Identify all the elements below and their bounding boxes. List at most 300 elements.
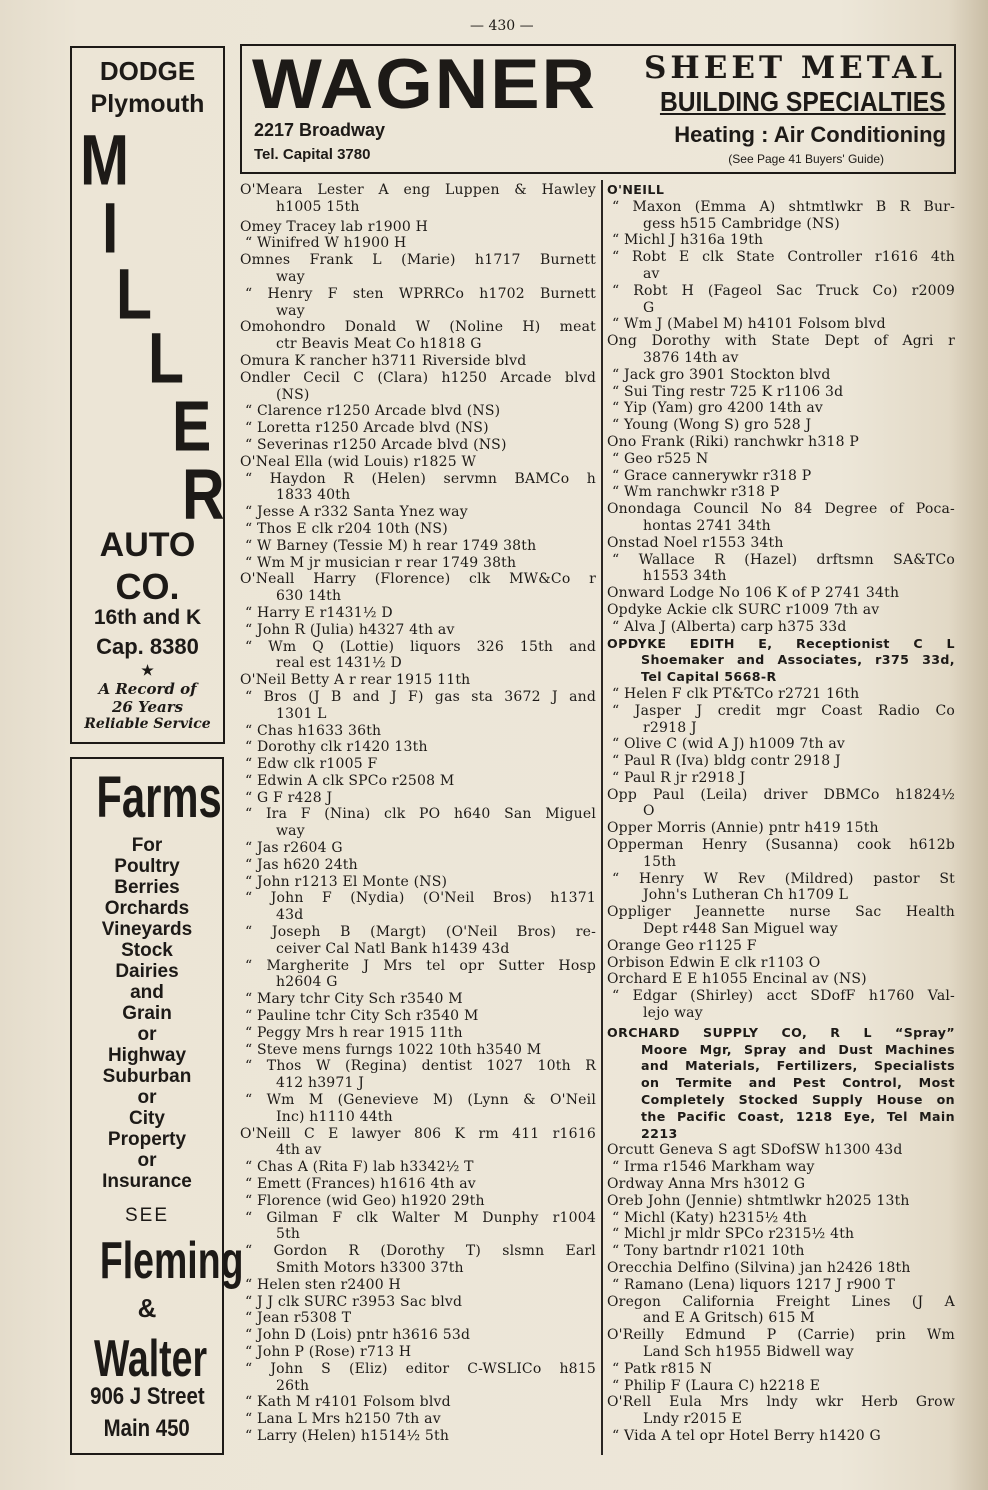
directory-listing — [240, 471, 596, 505]
ad-wagner-name: WAGNER — [252, 44, 597, 123]
listing-line: (NS) — [276, 386, 310, 403]
directory-listing — [240, 182, 596, 216]
listing-line: “ Henry F sten WPRRCo h1702 Burnett — [245, 285, 596, 302]
listing-line: Ordway Anna Mrs h3012 G — [607, 1176, 806, 1193]
ad-farms-item: For — [131, 835, 163, 856]
directory-listing — [607, 552, 955, 586]
listing-line: O'Reilly Edmund P (Carrie) prin Wm — [607, 1327, 955, 1344]
directory-listing — [607, 1327, 955, 1361]
listing-line: “ Florence (wid Geo) h1920 29th — [245, 1192, 485, 1209]
directory-listing — [607, 585, 955, 602]
listing-line: “ Jack gro 3901 Stockton blvd — [612, 366, 831, 383]
directory-listing — [240, 403, 596, 420]
listing-line: ORCHARD SUPPLY CO, R L “Spray” — [607, 1024, 955, 1040]
listing-line: 5th — [276, 1226, 301, 1243]
directory-listing — [240, 571, 596, 605]
miller-auto-ad — [70, 46, 225, 744]
directory-listing — [240, 1327, 596, 1344]
directory-listing — [240, 1092, 596, 1126]
directory-listing — [607, 434, 955, 451]
directory-listing — [240, 1428, 596, 1445]
listing-line: “ Wm ranchwkr r318 P — [612, 484, 780, 501]
listing-line: Inc) h1110 44th — [276, 1108, 393, 1125]
listing-line: lejo way — [643, 1005, 703, 1022]
listing-line: hontas 2741 34th — [643, 517, 771, 534]
ad-buyers-guide-note: (See Page 41 Buyers' Guide) — [728, 152, 884, 166]
listing-line: “ Clarence r1250 Arcade blvd (NS) — [245, 403, 501, 420]
listing-line: Onward Lodge No 106 K of P 2741 34th — [607, 585, 900, 602]
directory-listing — [607, 971, 955, 988]
listing-line: “ Young (Wong S) gro 528 J — [612, 417, 812, 434]
fleming-walter-ad — [70, 757, 244, 1455]
listing-line: G — [643, 299, 655, 316]
directory-listing — [240, 1193, 596, 1210]
listing-line: O'Neal Ella (wid Louis) r1825 W — [240, 453, 477, 470]
listing-line: way — [276, 302, 305, 319]
listing-line: Tel Capital 5668-R — [641, 669, 777, 685]
listing-line: Dept r448 San Miguel way — [643, 921, 838, 938]
directory-listing — [607, 1193, 955, 1210]
listing-line: “ Haydon R (Helen) servmn BAMCo h — [245, 470, 596, 487]
directory-listing — [240, 353, 596, 370]
directory-listing — [607, 904, 955, 938]
listing-line: Ong Dorothy with State Dept of Agri r — [607, 333, 955, 350]
listing-line: the Pacific Coast, 1218 Eye, Tel Main — [641, 1108, 955, 1124]
page-number: — 430 — — [470, 18, 534, 34]
ad-tagline-1: A Record of — [98, 680, 197, 698]
listing-line: John's Lutheran Ch h1709 L — [643, 887, 849, 904]
directory-listing — [607, 736, 955, 753]
directory-listing — [240, 1159, 596, 1176]
listing-line: “ Jas r2604 G — [245, 840, 343, 857]
directory-listing — [240, 1277, 596, 1294]
directory-listing — [240, 370, 596, 404]
directory-listing — [240, 806, 596, 840]
listing-line: Opper Morris (Annie) pntr h419 15th — [607, 820, 879, 837]
listing-line: ceiver Cal Natl Bank h1439 43d — [276, 940, 510, 957]
directory-listing — [607, 871, 955, 905]
directory-listing — [240, 1042, 596, 1059]
directory-listing — [607, 501, 955, 535]
directory-listing — [607, 1394, 955, 1428]
listing-line: h1553 34th — [643, 568, 727, 585]
directory-listing — [240, 1176, 596, 1193]
directory-listing — [240, 723, 596, 740]
directory-listing — [607, 384, 955, 401]
listing-line: “ G F r428 J — [245, 789, 333, 806]
listing-line: Opdyke Ackie clk SURC r1009 7th av — [607, 601, 880, 618]
directory-listing — [607, 703, 955, 737]
listing-line: “ John S (Eliz) editor C-WSLICo h815 — [245, 1360, 596, 1377]
listing-line: 15th — [643, 853, 677, 870]
directory-listing — [607, 316, 955, 333]
listing-line: 26th — [276, 1377, 310, 1394]
listing-line: Opp Paul (Leila) driver DBMCo h1824½ — [607, 786, 955, 803]
directory-listing — [240, 219, 596, 236]
listing-line: “ Henry W Rev (Mildred) pastor St — [612, 870, 955, 887]
ad-farms-address: 906 J Street — [89, 1383, 205, 1410]
directory-listing — [607, 988, 955, 1022]
directory-listing — [240, 1008, 596, 1025]
directory-listing — [240, 739, 596, 756]
directory-listing — [240, 689, 596, 723]
listing-line: Omnes Frank L (Marie) h1717 Burnett — [240, 252, 596, 269]
directory-listing — [607, 468, 955, 485]
ad-miller-letter: L — [116, 255, 152, 335]
listing-line: O'Neall Harry (Florence) clk MW&Co r — [240, 571, 596, 588]
listing-line: 412 h3971 J — [276, 1075, 365, 1092]
listing-line: 2213 — [641, 1125, 678, 1141]
listing-line: Completely Stocked Supply House on — [641, 1092, 955, 1108]
listing-line: “ Sui Ting restr 725 K r1106 3d — [612, 383, 844, 400]
listing-line: “ Dorothy clk r1420 13th — [245, 739, 428, 756]
listing-line: “ Michl J h316a 19th — [612, 232, 764, 249]
listing-line: “ Kath M r4101 Folsom blvd — [245, 1394, 451, 1411]
listing-line: Ono Frank (Riki) ranchwkr h318 P — [607, 433, 859, 450]
listing-line: “ Olive C (wid A J) h1009 7th av — [612, 736, 846, 753]
ad-tagline-2: 26 Years — [111, 698, 184, 716]
listing-line: 1301 L — [276, 705, 327, 722]
ad-miller-letter: R — [182, 455, 225, 535]
ad-farms-item: Highway — [107, 1045, 187, 1066]
listing-line: “ Irma r1546 Markham way — [612, 1159, 815, 1176]
directory-column-left — [240, 182, 596, 1445]
directory-listing — [240, 991, 596, 1008]
listing-line: OPDYKE EDITH E, Receptionist C L — [607, 635, 955, 651]
listing-line: Orange Geo r1125 F — [607, 937, 757, 954]
ad-farms-item: Property — [107, 1129, 187, 1150]
directory-listing — [240, 756, 596, 773]
ad-building-specialties: BUILDING SPECIALTIES — [660, 86, 946, 117]
directory-listing — [607, 400, 955, 417]
ad-walter: Walter — [93, 1330, 208, 1388]
directory-listing — [607, 535, 955, 552]
directory-listing — [607, 451, 955, 468]
ad-farms-item: Grain — [122, 1003, 172, 1024]
directory-listing — [607, 686, 955, 703]
ad-farms-item: Stock — [121, 940, 173, 961]
listing-line: “ Edw clk r1005 F — [245, 756, 378, 773]
listing-line: real est 1431½ D — [276, 655, 402, 672]
listing-line: O'Neil Betty A r rear 1915 11th — [240, 672, 471, 689]
ad-plymouth: Plymouth — [90, 90, 205, 118]
listing-line: Opperman Henry (Susanna) cook h612b — [607, 837, 955, 854]
listing-line: “ Vida A tel opr Hotel Berry h1420 G — [612, 1427, 881, 1444]
directory-listing — [607, 333, 955, 367]
directory-listing — [240, 773, 596, 790]
listing-line: “ Chas h1633 36th — [245, 722, 382, 739]
listing-line: “ Pauline tchr City Sch r3540 M — [245, 1008, 479, 1025]
ad-farms-item: City — [129, 1108, 165, 1129]
listing-line: Smith Motors h3300 37th — [276, 1260, 464, 1276]
directory-listing — [240, 286, 596, 320]
ad-farms-phone: Main 450 — [103, 1415, 191, 1442]
listing-line: Onondaga Council No 84 Degree of Poca- — [607, 501, 955, 518]
directory-listing — [607, 1142, 955, 1159]
directory-listing — [240, 420, 596, 437]
listing-line: r2918 J — [643, 719, 697, 736]
listing-line: “ John r1213 El Monte (NS) — [245, 873, 448, 890]
directory-listing — [240, 622, 596, 639]
directory-listing — [607, 1378, 955, 1395]
ad-miller-letter: L — [148, 319, 184, 399]
listing-line: h2604 G — [276, 974, 338, 991]
directory-listing-bold — [607, 182, 955, 199]
directory-listing — [240, 639, 596, 673]
listing-line: “ Grace cannerywkr r318 P — [612, 467, 812, 484]
directory-listing — [240, 1411, 596, 1428]
listing-line: and Materials, Fertilizers, Specialists — [641, 1058, 955, 1074]
directory-listing — [240, 235, 596, 252]
listing-line: “ Yip (Yam) gro 4200 14th av — [612, 400, 824, 417]
directory-listing — [607, 1294, 955, 1328]
listing-line: and E A Gritsch) 615 M — [643, 1310, 815, 1327]
directory-listing — [607, 1260, 955, 1277]
ad-co: CO. — [115, 566, 180, 607]
listing-line: “ Paul R (Iva) bldg contr 2918 J — [612, 753, 841, 770]
listing-line: Omura K rancher h3711 Riverside blvd — [240, 352, 527, 369]
listing-line: Onstad Noel r1553 34th — [607, 534, 784, 551]
directory-listing — [240, 672, 596, 689]
listing-line: “ Jean r5308 T — [245, 1310, 352, 1327]
ad-heating-air: Heating : Air Conditioning — [674, 122, 946, 147]
directory-listing — [240, 605, 596, 622]
listing-line: 4th av — [276, 1142, 322, 1159]
directory-listing — [240, 504, 596, 521]
directory-listing — [607, 283, 955, 317]
directory-listing — [607, 232, 955, 249]
listing-line: 3876 14th av — [643, 349, 739, 366]
ad-phone: Cap. 8380 — [96, 634, 199, 659]
listing-line: “ Lana L Mrs h2150 7th av — [245, 1411, 441, 1428]
directory-listing — [240, 1126, 596, 1160]
ad-farms-item: and — [130, 982, 164, 1003]
listing-line: “ Philip F (Laura C) h2218 E — [612, 1377, 821, 1394]
directory-listing — [240, 1310, 596, 1327]
listing-line: Orcutt Geneva S agt SDofSW h1300 43d — [607, 1142, 903, 1159]
listing-line: “ Gordon R (Dorothy T) slsmn Earl — [245, 1243, 596, 1260]
listing-line: “ Larry (Helen) h1514½ 5th — [245, 1427, 450, 1444]
listing-line: “ Jesse A r332 Santa Ynez way — [245, 504, 468, 521]
listing-line: 1833 40th — [276, 487, 351, 504]
directory-listing — [240, 1025, 596, 1042]
ad-see: SEE — [124, 1205, 170, 1226]
listing-line: 43d — [276, 907, 304, 924]
ad-fleming: Fleming — [99, 1232, 244, 1290]
wagner-sheet-metal-ad — [240, 44, 956, 174]
directory-listing — [240, 874, 596, 891]
directory-listing — [607, 955, 955, 972]
listing-line: “ Wallace R (Hazel) drftsmn SA&TCo — [612, 551, 955, 568]
listing-line: Omey Tracey lab r1900 H — [240, 218, 429, 235]
listing-line: “ Jasper J credit mgr Coast Radio Co — [612, 702, 955, 719]
directory-listing — [240, 890, 596, 924]
directory-listing — [607, 1159, 955, 1176]
listing-line: Omohondro Donald W (Noline H) meat — [240, 319, 596, 336]
listing-line: O'Meara Lester A eng Luppen & Hawley — [240, 182, 596, 198]
directory-column-right — [607, 182, 955, 1445]
ad-address: 16th and K — [93, 606, 202, 629]
directory-listing — [607, 1277, 955, 1294]
directory-listing — [240, 1210, 596, 1244]
directory-listing — [240, 1394, 596, 1411]
directory-listing — [607, 249, 955, 283]
listing-line: h1005 15th — [276, 198, 360, 215]
directory-listing-bold — [607, 1025, 955, 1143]
directory-listing — [607, 1428, 955, 1445]
directory-listing — [607, 602, 955, 619]
listing-line: “ Jas h620 24th — [245, 856, 358, 873]
listing-line: “ W Barney (Tessie M) h rear 1749 38th — [245, 537, 537, 554]
listing-line: “ John R (Julia) h4327 4th av — [245, 621, 455, 638]
listing-line: Orbison Edwin E clk r1103 O — [607, 954, 821, 971]
listing-line: “ John P (Rose) r713 H — [245, 1343, 412, 1360]
ad-farms-item: or — [137, 1024, 157, 1045]
listing-line: “ Steve mens furngs 1022 10th h3540 M — [245, 1041, 542, 1058]
listing-line: “ Margherite J Mrs tel opr Sutter Hosp — [245, 957, 596, 974]
column-divider — [601, 180, 603, 1455]
listing-line: “ Harry E r1431½ D — [245, 604, 393, 621]
listing-line: “ Thos E clk r204 10th (NS) — [245, 520, 448, 537]
ad-miller-letter: E — [172, 387, 212, 467]
listing-line: “ Thos W (Regina) dentist 1027 10th R — [245, 1058, 596, 1075]
directory-listing — [607, 1176, 955, 1193]
listing-line: “ Robt H (Fageol Sac Truck Co) r2009 — [612, 282, 955, 299]
directory-listing — [607, 417, 955, 434]
directory-listing — [607, 753, 955, 770]
directory-listing — [607, 1210, 955, 1227]
listing-line: “ Severinas r1250 Arcade blvd (NS) — [245, 436, 507, 453]
directory-listing — [240, 1344, 596, 1361]
listing-line: O — [643, 803, 655, 820]
listing-line: “ Winifred W h1900 H — [245, 235, 407, 252]
directory-listing-bold — [607, 636, 955, 686]
ad-dodge: DODGE — [99, 56, 196, 86]
listing-line: “ Mary tchr City Sch r3540 M — [245, 991, 463, 1008]
listing-line: “ Patk r815 N — [612, 1360, 713, 1377]
listing-line: Oreb John (Jennie) shtmtlwkr h2025 13th — [607, 1192, 910, 1209]
directory-listing — [607, 1226, 955, 1243]
listing-line: “ Gilman F clk Walter M Dunphy r1004 — [245, 1209, 596, 1226]
directory-listing — [240, 252, 596, 286]
listing-line: “ John D (Lois) pntr h3616 53d — [245, 1327, 471, 1344]
ad-miller-letter: I — [102, 189, 119, 269]
directory-listing — [240, 538, 596, 555]
listing-line: “ Alva J (Alberta) carp h375 33d — [612, 618, 847, 635]
listing-line: “ Bros (J B and J F) gas sta 3672 J and — [245, 688, 596, 705]
ad-farms-item: Suburban — [102, 1066, 192, 1087]
directory-listing — [607, 837, 955, 871]
listing-line: way — [276, 268, 305, 285]
star-icon: ★ — [141, 662, 154, 678]
listing-line: “ Paul R jr r2918 J — [612, 769, 746, 786]
listing-line: “ Ira F (Nina) clk PO h640 San Miguel — [245, 806, 596, 823]
directory-listing — [240, 1294, 596, 1311]
listing-line: “ Ramano (Lena) liquors 1217 J r900 T — [612, 1276, 896, 1293]
ad-farms-item: Poultry — [114, 856, 180, 877]
listing-line: Shoemaker and Associates, r375 33d, — [641, 652, 955, 668]
listing-line: on Termite and Pest Control, Most — [641, 1075, 955, 1091]
listing-line: Lndy r2015 E — [643, 1411, 743, 1428]
listing-line: “ Helen F clk PT&TCo r2721 16th — [612, 685, 860, 702]
ad-farms-item: Vineyards — [101, 919, 193, 940]
listing-line: Oregon California Freight Lines (J A — [607, 1293, 955, 1310]
listing-line: “ Wm J (Mabel M) h4101 Folsom blvd — [612, 316, 886, 333]
ad-auto: AUTO — [99, 526, 196, 564]
directory-listing — [240, 319, 596, 353]
listing-line: Oppliger Jeannette nurse Sac Health — [607, 904, 955, 921]
directory-listing — [240, 1058, 596, 1092]
directory-listing — [607, 619, 955, 636]
directory-listing — [607, 1361, 955, 1378]
listing-line: Orchard E E h1055 Encinal av (NS) — [607, 971, 867, 988]
directory-listing — [240, 521, 596, 538]
directory-listing — [240, 555, 596, 572]
directory-listing — [607, 1243, 955, 1260]
directory-listing — [240, 437, 596, 454]
ad-farms-item: Insurance — [102, 1171, 192, 1192]
directory-listing — [240, 454, 596, 471]
listing-line: ctr Beavis Meat Co h1818 G — [276, 336, 482, 353]
ad-farms-item: Dairies — [115, 961, 179, 982]
ad-farms-item: Berries — [114, 877, 180, 898]
directory-listing — [240, 790, 596, 807]
listing-line: “ Geo r525 N — [612, 450, 709, 467]
ad-tagline-3: Reliable Service — [84, 716, 211, 732]
listing-line: 630 14th — [276, 588, 342, 605]
listing-line: “ Chas A (Rita F) lab h3342½ T — [245, 1159, 474, 1176]
ad-wagner-address: 2217 Broadway — [254, 120, 386, 140]
listing-line: “ John F (Nydia) (O'Neil Bros) h1371 — [245, 890, 596, 907]
directory-listing — [240, 840, 596, 857]
listing-line: “ Edwin A clk SPCo r2508 M — [245, 772, 455, 789]
ad-farms-item: Orchards — [104, 898, 190, 919]
listing-line: “ Loretta r1250 Arcade blvd (NS) — [245, 420, 489, 437]
directory-listing — [240, 1361, 596, 1395]
directory-listing — [240, 1243, 596, 1277]
directory-listing — [607, 199, 955, 233]
ad-wagner-tel: Tel. Capital 3780 — [254, 146, 371, 163]
directory-listing — [240, 857, 596, 874]
ad-ampersand: & — [137, 1293, 157, 1323]
directory-listing — [607, 770, 955, 787]
listing-line: O'Neill C E lawyer 806 K rm 411 r1616 — [240, 1125, 596, 1142]
listing-line: gess h515 Cambridge (NS) — [643, 215, 840, 232]
listing-line: “ Wm M (Genevieve M) (Lynn & O'Neil — [245, 1092, 596, 1109]
listing-line: “ Edgar (Shirley) acct SDofF h1760 Val- — [612, 988, 955, 1005]
listing-line: Orecchia Delfino (Silvina) jan h2426 18th — [607, 1260, 911, 1276]
ad-farms-title: Farms — [96, 765, 222, 830]
listing-line: “ Peggy Mrs h rear 1915 11th — [245, 1024, 463, 1041]
listing-line: O'NEILL — [607, 182, 665, 197]
listing-line: “ Emett (Frances) h1616 4th av — [245, 1176, 476, 1193]
listing-line: “ Joseph B (Margt) (O'Neil Bros) re- — [245, 924, 596, 941]
directory-listing — [607, 484, 955, 501]
listing-line: way — [276, 823, 305, 840]
listing-line: “ Wm M jr musician r rear 1749 38th — [245, 554, 517, 571]
listing-line: “ Helen sten r2400 H — [245, 1276, 401, 1293]
ad-sheet-metal: SHEET METAL — [644, 50, 946, 86]
listing-line: Ondler Cecil C (Clara) h1250 Arcade blvd — [240, 369, 596, 386]
listing-line: “ Tony bartndr r1021 10th — [612, 1243, 805, 1260]
listing-line: “ Wm Q (Lottie) liquors 326 15th and — [245, 638, 596, 655]
listing-line: “ Michl jr mldr SPCo r2315½ 4th — [612, 1226, 855, 1243]
directory-listing — [607, 367, 955, 384]
listing-line: Moore Mgr, Spray and Dust Machines — [641, 1041, 955, 1057]
listing-line: “ Robt E clk State Controller r1616 4th — [612, 249, 955, 266]
listing-line: Land Sch h1955 Bidwell way — [643, 1343, 854, 1360]
directory-listing — [607, 820, 955, 837]
